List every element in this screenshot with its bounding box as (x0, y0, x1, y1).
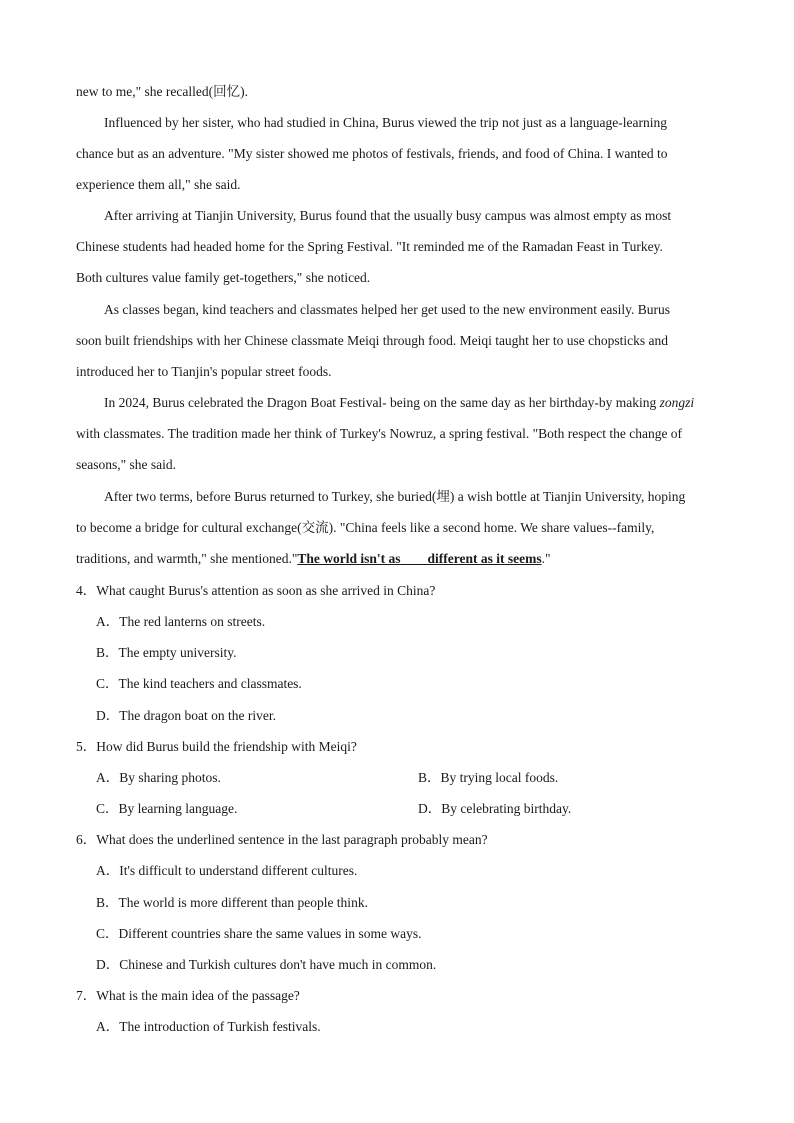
question-stem: 7．What is the main idea of the passage? (76, 988, 300, 1003)
passage-text: traditions, and warmth," she mentioned." (76, 551, 298, 566)
passage-line: seasons," she said. (76, 457, 176, 472)
answer-option[interactable]: A．By sharing photos. (96, 770, 221, 785)
answer-option[interactable]: B．By trying local foods. (418, 770, 559, 785)
passage-line: introduced her to Tianjin's popular street foods. (76, 364, 332, 379)
answer-option[interactable]: A．The red lanterns on streets. (96, 614, 266, 629)
answer-option[interactable]: C．Different countries share the same values in some ways. (96, 926, 422, 941)
answer-option[interactable]: D．By celebrating birthday. (418, 801, 572, 816)
question-stem: 4．What caught Burus's attention as soon as she arrived in China? (76, 583, 436, 598)
answer-option[interactable]: A．The introduction of Turkish festivals. (96, 1019, 321, 1034)
answer-option[interactable]: A．It's difficult to understand different cultures. (96, 863, 358, 878)
question-stem: 6．What does the underlined sentence in the last paragraph probably mean? (76, 832, 488, 847)
italic-word: zongzi (659, 395, 695, 410)
passage-text: In 2024, Burus celebrated the Dragon Boat Festival- being on the same day as her birthday-by making (104, 395, 660, 410)
passage-line: new to me," she recalled(回忆). (76, 84, 248, 99)
passage-line: Influenced by her sister, who had studied in China, Burus viewed the trip not just as a language-learning (104, 115, 667, 130)
passage-line: As classes began, kind teachers and classmates helped her get used to the new environment easily. Burus (104, 302, 670, 317)
answer-option[interactable]: B．The world is more different than people think. (96, 895, 368, 910)
passage-line: Both cultures value family get-togethers," she noticed. (76, 270, 371, 285)
passage-line: soon built friendships with her Chinese classmate Meiqi through food. Meiqi taught her to use chopsticks and (76, 333, 669, 348)
underlined-sentence: The world isn't as different as it seems (297, 551, 542, 566)
passage-line: chance but as an adventure. "My sister showed me photos of festivals, friends, and food of China. I wanted to (76, 146, 668, 161)
passage-text: ." (541, 551, 551, 566)
question-stem: 5．How did Burus build the friendship with Meiqi? (76, 739, 357, 754)
answer-option[interactable]: D．The dragon boat on the river. (96, 708, 276, 723)
passage-line (76, 550, 551, 568)
answer-option[interactable]: D．Chinese and Turkish cultures don't have much in common. (96, 957, 437, 972)
passage-line: Chinese students had headed home for the Spring Festival. "It reminded me of the Ramadan Feast in Turkey. (76, 239, 663, 254)
passage-line (104, 394, 694, 412)
answer-option[interactable]: B．The empty university. (96, 645, 237, 660)
passage-line: After arriving at Tianjin University, Burus found that the usually busy campus was almost empty as most (104, 208, 672, 223)
passage-line: with classmates. The tradition made her think of Turkey's Nowruz, a spring festival. "Both respect the change of (76, 426, 683, 441)
answer-option[interactable]: C．By learning language. (96, 801, 238, 816)
passage-line: to become a bridge for cultural exchange(交流). "China feels like a second home. We share values--family, (76, 520, 655, 535)
answer-option[interactable]: C．The kind teachers and classmates. (96, 676, 302, 691)
passage-line: experience them all," she said. (76, 177, 241, 192)
passage-line: After two terms, before Burus returned to Turkey, she buried(埋) a wish bottle at Tianjin University, hoping (104, 489, 686, 504)
